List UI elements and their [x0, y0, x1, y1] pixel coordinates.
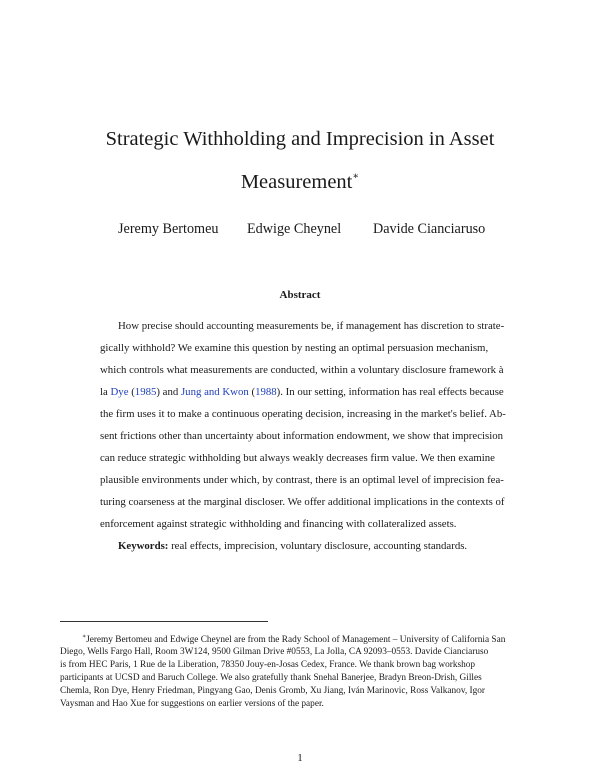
- paper-title-line-2: [60, 172, 540, 193]
- abstract-line: How precise should accounting measurements be, if management has discretion to strate-: [118, 320, 505, 332]
- abstract-line: enforcement against strategic withholding and financing with collateralized assets.: [100, 518, 457, 530]
- abstract-line: the firm uses it to make a continuous operating decision, increasing in the market's belief. Ab-: [100, 408, 506, 420]
- footnote-line: [82, 634, 505, 645]
- citation-link-jung-kwon-year[interactable]: 1988: [255, 386, 277, 398]
- citation-link-jung-kwon[interactable]: Jung and Kwon: [180, 386, 249, 398]
- abstract-line: sent frictions other than uncertainty about information endowment, we show that imprecision: [100, 430, 503, 442]
- title-footnote-marker[interactable]: ∗: [352, 171, 360, 182]
- keywords-line: [118, 541, 467, 552]
- author-3: Davide Cianciaruso: [373, 221, 486, 237]
- author-2: Edwige Cheynel: [247, 221, 342, 237]
- abstract-heading: Abstract: [279, 289, 321, 301]
- abstract-line: turing coarseness at the marginal discloser. We offer additional implications in the contexts of: [100, 496, 505, 508]
- paper-title-line-2-text: Measurement: [240, 171, 353, 193]
- keywords-label: Keywords:: [118, 540, 169, 552]
- abstract-text: (: [128, 386, 135, 398]
- abstract-line: [100, 387, 504, 398]
- footnote-line: is from HEC Paris, 1 Rue de la Liberation, 78350 Jouy-en-Josas Cedex, France. We thank brown bag workshop: [60, 660, 476, 670]
- footnote-line: Diego, Wells Fargo Hall, Room 3W124, 9500 Gilman Drive #0553, La Jolla, CA 92093–0553. Davide Cianciaruso: [60, 647, 489, 657]
- abstract-line: which controls what measurements are conducted, within a voluntary disclosure framework à: [100, 364, 504, 376]
- abstract-text: ). In our setting, information has real effects because: [276, 386, 504, 398]
- footnote-marker: ∗: [82, 634, 87, 640]
- abstract-text: la: [100, 386, 111, 398]
- footnote-line: Vaysman and Hao Xue for suggestions on earlier versions of the paper.: [60, 699, 324, 709]
- footnote-divider: [60, 621, 268, 622]
- abstract-line: can reduce strategic withholding but always weakly decreases firm value. We then examine: [100, 452, 495, 464]
- page-number: 1: [297, 752, 303, 764]
- footnote-line: participants at UCSD and Baruch College. We also gratefully thank Snehal Banerjee, Bradyn Breon-Drish, Gilles: [60, 673, 482, 683]
- abstract-text: ) and: [156, 386, 181, 398]
- footnote-line: Chemla, Ron Dye, Henry Friedman, Pingyang Gao, Denis Gromb, Xu Jiang, Iván Marinovic, Ross Valkanov, Igor: [60, 686, 486, 696]
- author-1: Jeremy Bertomeu: [118, 221, 219, 237]
- footnote-text: Jeremy Bertomeu and Edwige Cheynel are from the Rady School of Management – University of California San: [86, 635, 506, 645]
- citation-link-dye[interactable]: Dye: [110, 386, 129, 398]
- citation-link-dye-year[interactable]: 1985: [134, 386, 157, 398]
- keywords-text: real effects, imprecision, voluntary disclosure, accounting standards.: [168, 540, 468, 552]
- paper-title-line-1: Strategic Withholding and Imprecision in Asset: [105, 128, 495, 150]
- abstract-line: plausible environments under which, by contrast, there is an optimal level of imprecision fea-: [100, 474, 504, 486]
- abstract-line: gically withhold? We examine this question by nesting an optimal persuasion mechanism,: [100, 342, 489, 354]
- abstract-text: (: [248, 386, 256, 398]
